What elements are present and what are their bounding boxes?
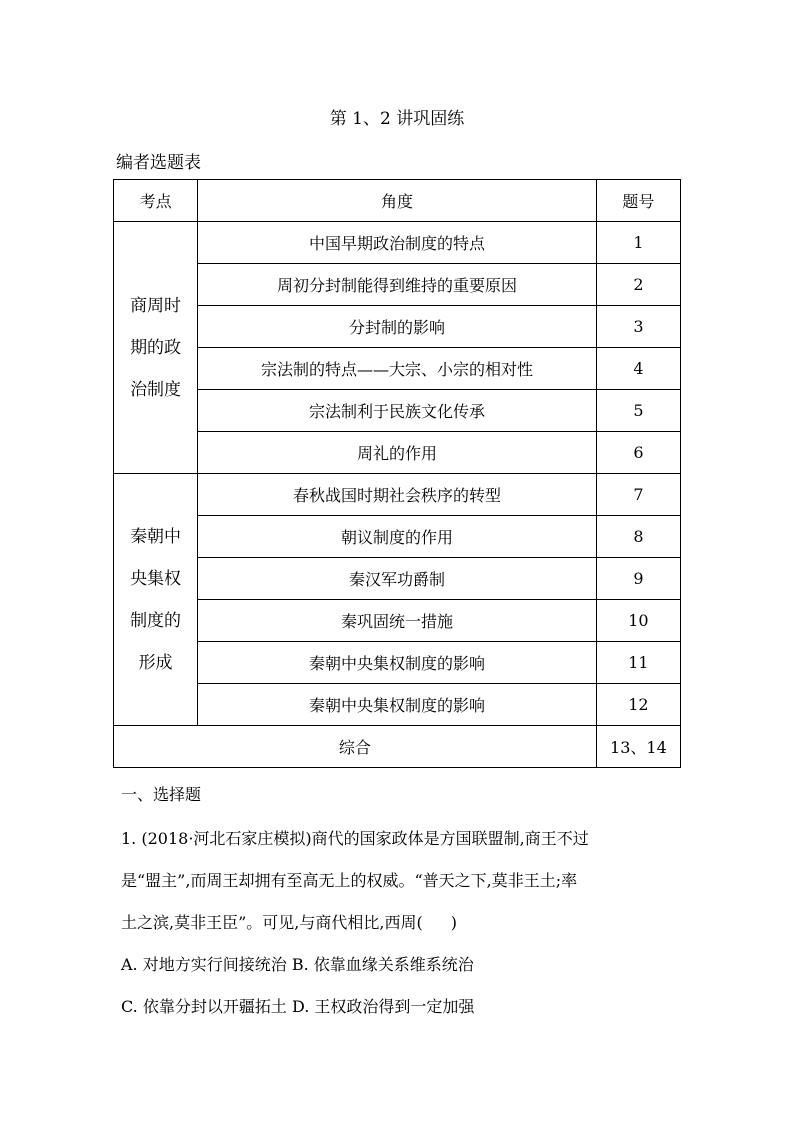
option-a: A. 对地方实行间接统治 [121,955,287,974]
header-angle: 角度 [198,180,597,222]
table-row [114,306,681,348]
angle-cell: 秦巩固统一措施 [198,600,597,642]
number-cell: 9 [596,558,680,600]
angle-cell: 宗法制的特点——大宗、小宗的相对性 [198,348,597,390]
number-cell: 2 [596,264,680,306]
angle-cell: 周初分封制能得到维持的重要原因 [198,264,597,306]
number-cell: 7 [596,474,680,516]
angle-cell: 宗法制利于民族文化传承 [198,390,597,432]
option-b: B. 依靠血缘关系维系统治 [291,955,474,974]
options-line-2 [121,986,681,1028]
number-cell: 12 [596,684,680,726]
table-row [114,474,681,516]
angle-cell: 中国早期政治制度的特点 [198,222,597,264]
summary-number: 13、14 [596,726,680,768]
table-caption: 编者选题表 [116,153,201,173]
table-row [114,684,681,726]
table-row [114,516,681,558]
table-row [114,642,681,684]
angle-cell: 秦朝中央集权制度的影响 [198,642,597,684]
number-cell: 5 [596,390,680,432]
page-title: 第 1、2 讲巩固练 [329,109,465,129]
question-selection-table [113,179,681,768]
table-row [114,390,681,432]
question-text-line: 土之滨,莫非王臣”。可见,与商代相比,西周( ) [121,913,457,932]
table-row [114,222,681,264]
summary-label: 综合 [114,726,597,768]
question-text-line: 1. (2018·河北石家庄模拟)商代的国家政体是方国联盟制,商王不过 [121,829,589,848]
number-cell: 10 [596,600,680,642]
angle-cell: 秦汉军功爵制 [198,558,597,600]
table-row [114,348,681,390]
category-shang-zhou: 商周时 期的政 治制度 [114,222,198,474]
options-line-1 [121,944,681,986]
question-text-line: 是“盟主”,而周王却拥有至高无上的权威。“普天之下,莫非王土;率 [121,871,578,890]
section-heading: 一、选择题 [121,785,202,804]
angle-cell: 秦朝中央集权制度的影响 [198,684,597,726]
table-row [114,432,681,474]
table-row [114,558,681,600]
table-header-row [114,180,681,222]
angle-cell: 分封制的影响 [198,306,597,348]
category-qin: 秦朝中 央集权 制度的 形成 [114,474,198,726]
option-d: D. 王权政治得到一定加强 [291,997,475,1016]
number-cell: 11 [596,642,680,684]
number-cell: 6 [596,432,680,474]
number-cell: 4 [596,348,680,390]
table-row [114,600,681,642]
header-topic: 考点 [114,180,198,222]
angle-cell: 春秋战国时期社会秩序的转型 [198,474,597,516]
number-cell: 1 [596,222,680,264]
header-number: 题号 [596,180,680,222]
option-c: C. 依靠分封以开疆拓土 [121,997,287,1016]
number-cell: 3 [596,306,680,348]
angle-cell: 周礼的作用 [198,432,597,474]
table-row [114,264,681,306]
summary-row [114,726,681,768]
number-cell: 8 [596,516,680,558]
angle-cell: 朝议制度的作用 [198,516,597,558]
question-1 [121,818,681,1028]
